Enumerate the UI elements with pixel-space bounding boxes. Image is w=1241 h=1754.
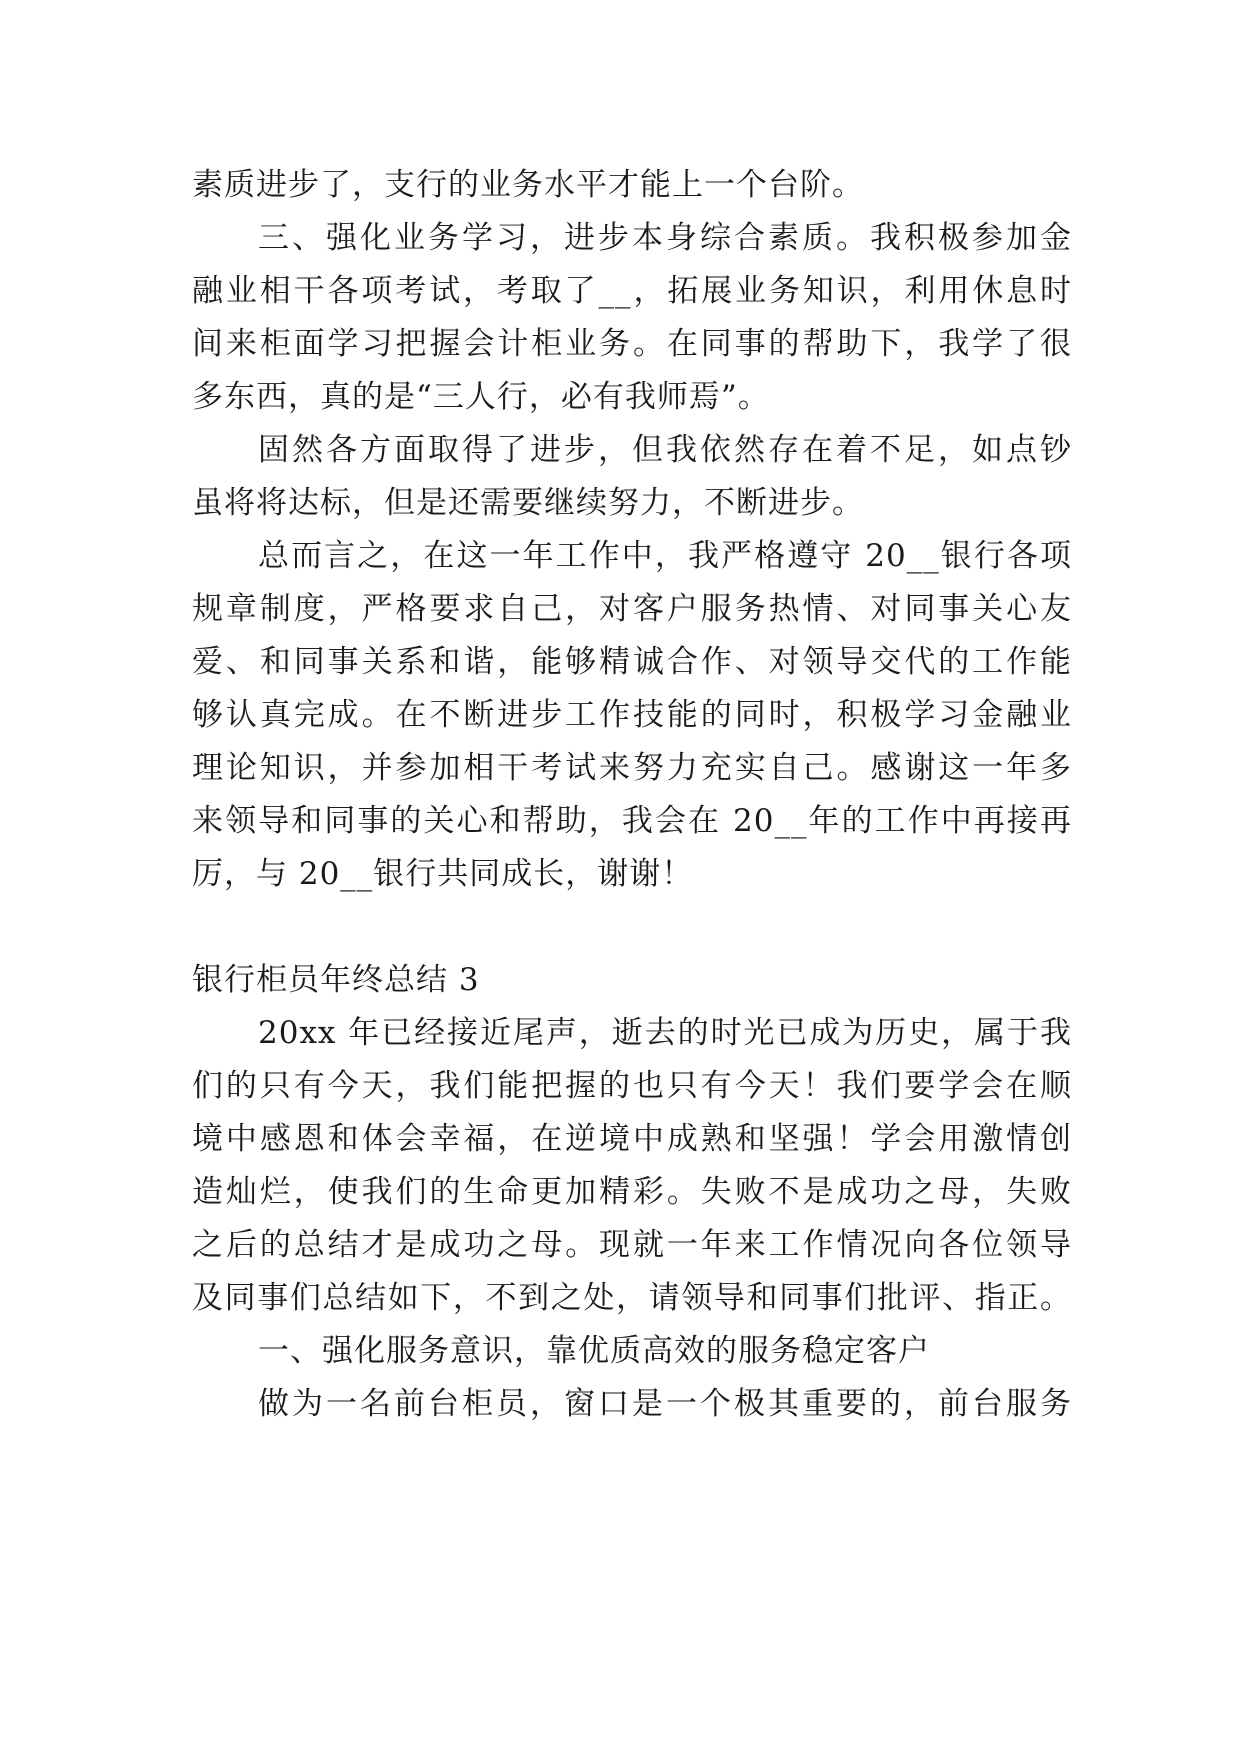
text-line: 20xx 年已经接近尾声，逝去的时光已成为历史，属于我 — [258, 1015, 1072, 1051]
text-line: 多东西，真的是“三人行，必有我师焉”。 — [192, 379, 770, 415]
text-line: 一、强化服务意识，靠优质高效的服务稳定客户 — [258, 1333, 930, 1369]
text-line: 境中感恩和体会幸福，在逆境中成熟和坚强！学会用激情创 — [192, 1121, 1072, 1157]
text-line: 总而言之，在这一年工作中，我严格遵守 20__银行各项 — [258, 538, 1072, 574]
text-line: 来领导和同事的关心和帮助，我会在 20__年的工作中再接再 — [192, 803, 1072, 839]
text-line: 够认真完成。在不断进步工作技能的同时，积极学习金融业 — [192, 697, 1072, 733]
text-line: 造灿烂，使我们的生命更加精彩。失败不是成功之母，失败 — [192, 1174, 1072, 1210]
text-line: 及同事们总结如下，不到之处，请领导和同事们批评、指正。 — [192, 1280, 1072, 1316]
text-line: 素质进步了，支行的业务水平才能上一个台阶。 — [192, 167, 864, 203]
text-line: 理论知识，并参加相干考试来努力充实自己。感谢这一年多 — [192, 750, 1072, 786]
text-line: 之后的总结才是成功之母。现就一年来工作情况向各位领导 — [192, 1227, 1072, 1263]
text-line: 们的只有今天，我们能把握的也只有今天！我们要学会在顺 — [192, 1068, 1072, 1104]
text-line: 间来柜面学习把握会计柜业务。在同事的帮助下，我学了很 — [192, 326, 1072, 362]
text-line: 爱、和同事关系和谐，能够精诚合作、对领导交代的工作能 — [192, 644, 1072, 680]
text-line: 虽将将达标，但是还需要继续努力，不断进步。 — [192, 485, 864, 521]
text-line: 规章制度，严格要求自己，对客户服务热情、对同事关心友 — [192, 591, 1072, 627]
text-line: 做为一名前台柜员，窗口是一个极其重要的，前台服务 — [258, 1386, 1072, 1422]
section-heading: 银行柜员年终总结 3 — [192, 962, 480, 998]
text-line: 融业相干各项考试，考取了__，拓展业务知识，利用休息时 — [192, 273, 1072, 309]
text-line: 厉，与 20__银行共同成长，谢谢！ — [192, 856, 694, 892]
text-line: 三、强化业务学习，进步本身综合素质。我积极参加金 — [258, 220, 1072, 256]
text-line: 固然各方面取得了进步，但我依然存在着不足，如点钞 — [258, 432, 1072, 468]
